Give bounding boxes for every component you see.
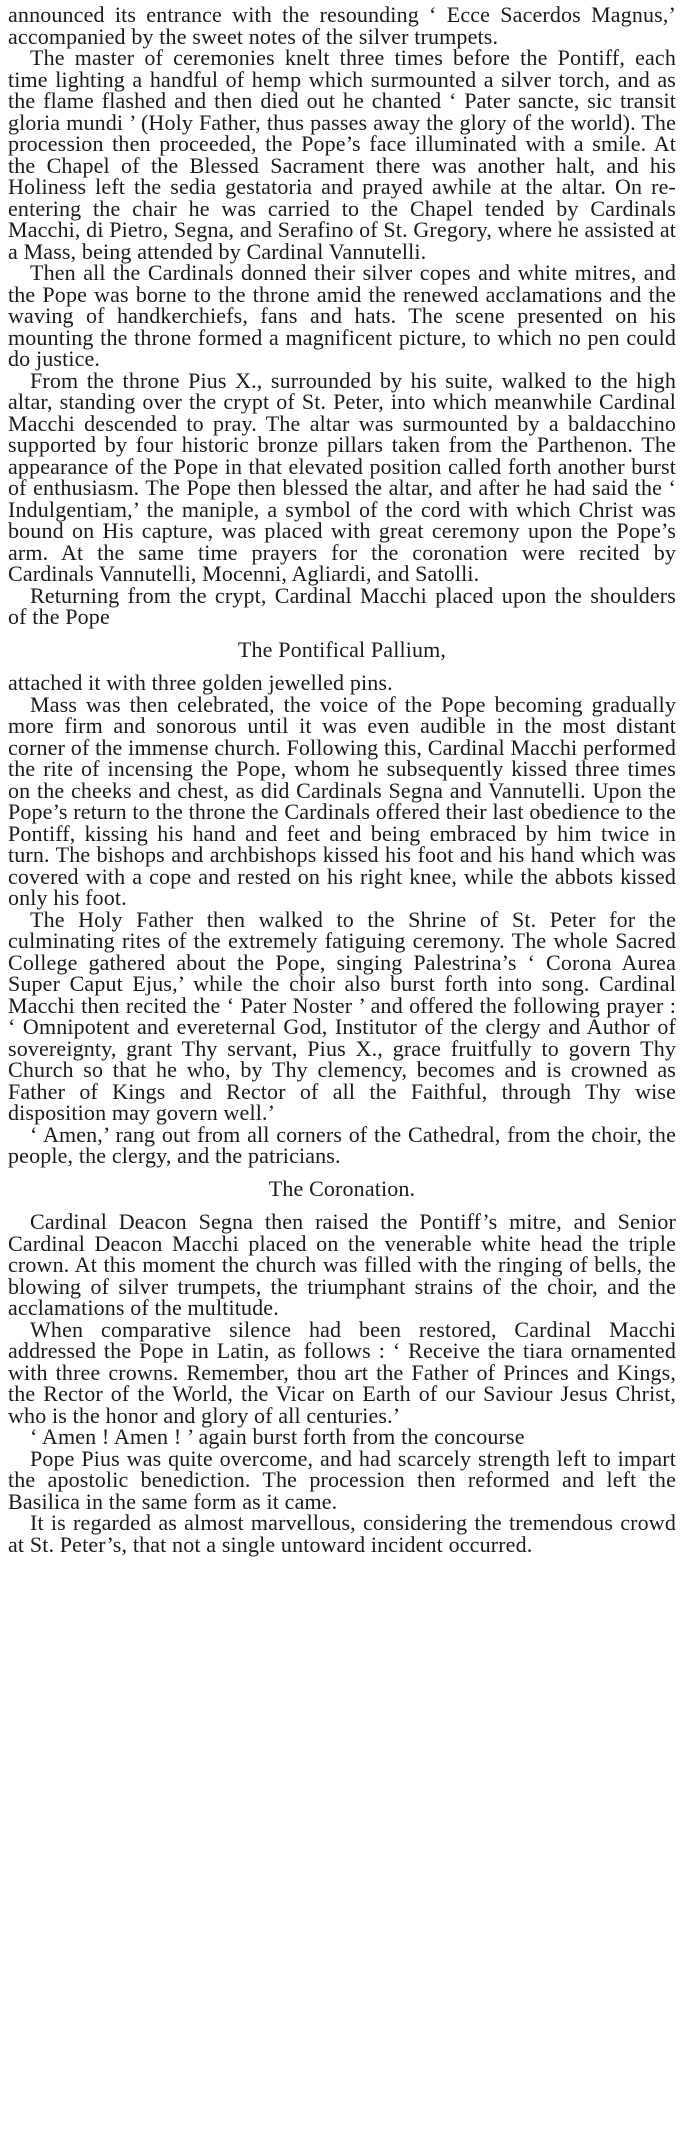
paragraph-cardinals-copes: Then all the Cardinals donned their silver copes and white mitres, and the Pope was borne to the throne amid the renewed acclamations and the waving of handkerchiefs, fans and hats. The scene presented on his mounting the throne formed a magnificent picture, to which no pen could do justice.: [8, 260, 676, 371]
paragraph-high-altar: From the throne Pius X., surrounded by his suite, walked to the high altar, standing over the crypt of St. Peter, into which meanwhile Cardinal Macchi descended to pray. The altar was surmounted by a baldacchino supported by four historic bronze pillars taken from the Parthenon. The appearance of the Pope in that elevated position called forth another burst of enthusiasm. The Pope then blessed the altar, and after he had said the ‘ Indulgentiam,’ the maniple, a symbol of the cord with which Christ was bound on His capture, was placed with great ceremony upon the Pope’s arm. At the same time prayers for the coronation were recited by Cardinals Vannutelli, Mocenni, Agliardi, and Satolli.: [8, 367, 676, 586]
paragraph-triple-crown: Cardinal Deacon Segna then raised the Pontiff’s mitre, and Senior Cardinal Deacon Macchi placed on the venerable white head the triple crown. At this moment the church was filled with the ringing of bells, the blowing of silver trumpets, the triumphant strains of the choir, and the acclamations of the multitude.: [8, 1209, 676, 1320]
section-heading-coronation: The Coronation.: [268, 1175, 416, 1201]
paragraph-amen-amen: ‘ Amen ! Amen ! ’ again burst forth from the concourse: [30, 1424, 525, 1449]
paragraph-pope-overcome: Pope Pius was quite overcome, and had scarcely strength left to impart the apostolic benediction. The procession then reformed and left the Basilica in the same form as it came.: [8, 1445, 676, 1514]
paragraph-amen: ‘ Amen,’ rang out from all corners of the Cathedral, from the choir, the people, the clergy, and the patricians.: [8, 1121, 676, 1168]
paragraph-master-of-ceremonies: The master of ceremonies knelt three times before the Pontiff, each time lighting a handful of hemp which surmounted a silver torch, and as the flame flashed and then died out he chanted ‘ Pater sancte, sic transit gloria mundi ’ (Holy Father, thus passes away the glory of the world). The procession then proceeded, the Pope’s face illuminated with a smile. At the Chapel of the Blessed Sacrament there was another halt, and his Holiness left the sedia gestatoria and prayed awhile at the altar. On re-entering the chair he was carried to the Chapel tended by Cardinals Macchi, di Pietro, Segna, and Serafino of St. Gregory, where he assisted at a Mass, being attended by Cardinal Vannutelli.: [8, 45, 676, 264]
section-heading-pallium: The Pontifical Pallium,: [237, 636, 447, 662]
paragraph-opening: announced its entrance with the resounding ‘ Ecce Sacerdos Magnus,’ accompanied by the sweet notes of the silver trumpets.: [8, 2, 676, 49]
article-column: [8, 4, 676, 1555]
paragraph-golden-pins: attached it with three golden jewelled pins.: [8, 670, 393, 695]
paragraph-returning-from-crypt: Returning from the crypt, Cardinal Macchi placed upon the shoulders of the Pope: [8, 582, 676, 629]
paragraph-no-incident: It is regarded as almost marvellous, considering the tremendous crowd at St. Peter’s, that not a single untoward incident occurred.: [8, 1510, 676, 1557]
paragraph-latin-address: When comparative silence had been restored, Cardinal Macchi addressed the Pope in Latin, as follows : ‘ Receive the tiara ornamented with three crowns. Remember, thou art the Father of Princes and Kings, the Rector of the World, the Vicar on Earth of our Saviour Jesus Christ, who is the honor and glory of all centuries.’: [8, 1316, 676, 1428]
paragraph-mass-celebrated: Mass was then celebrated, the voice of the Pope becoming gradually more firm and sonorous until it was even audible in the most distant corner of the immense church. Following this, Cardinal Macchi performed the rite of incensing the Pope, whom he subsequently kissed three times on the cheeks and chest, as did Cardinals Segna and Vannutelli. Upon the Pope’s return to the throne the Cardinals offered their last obedience to the Pontiff, kissing his hand and feet and being embraced by him twice in turn. The bishops and archbishops kissed his foot and his hand which was covered with a cope and rested on his right knee, while the abbots kissed only his foot.: [8, 691, 676, 910]
paragraph-shrine-of-st-peter: The Holy Father then walked to the Shrine of St. Peter for the culminating rites of the extremely fatiguing ceremony. The whole Sacred College gathered about the Pope, singing Palestrina’s ‘ Corona Aurea Super Caput Ejus,’ while the choir also burst forth into song. Cardinal Macchi then recited the ‘ Pater Noster ’ and offered the following prayer : ‘ Omnipotent and evereternal God, Institutor of the clergy and Author of sovereignty, grant Thy servant, Pius X., grace fruitfully to govern Thy Church so that he who, by Thy clemency, becomes and is crowned as Father of Kings and Rector of all the Faithful, through Thy wise disposition may govern well.’: [8, 906, 676, 1125]
